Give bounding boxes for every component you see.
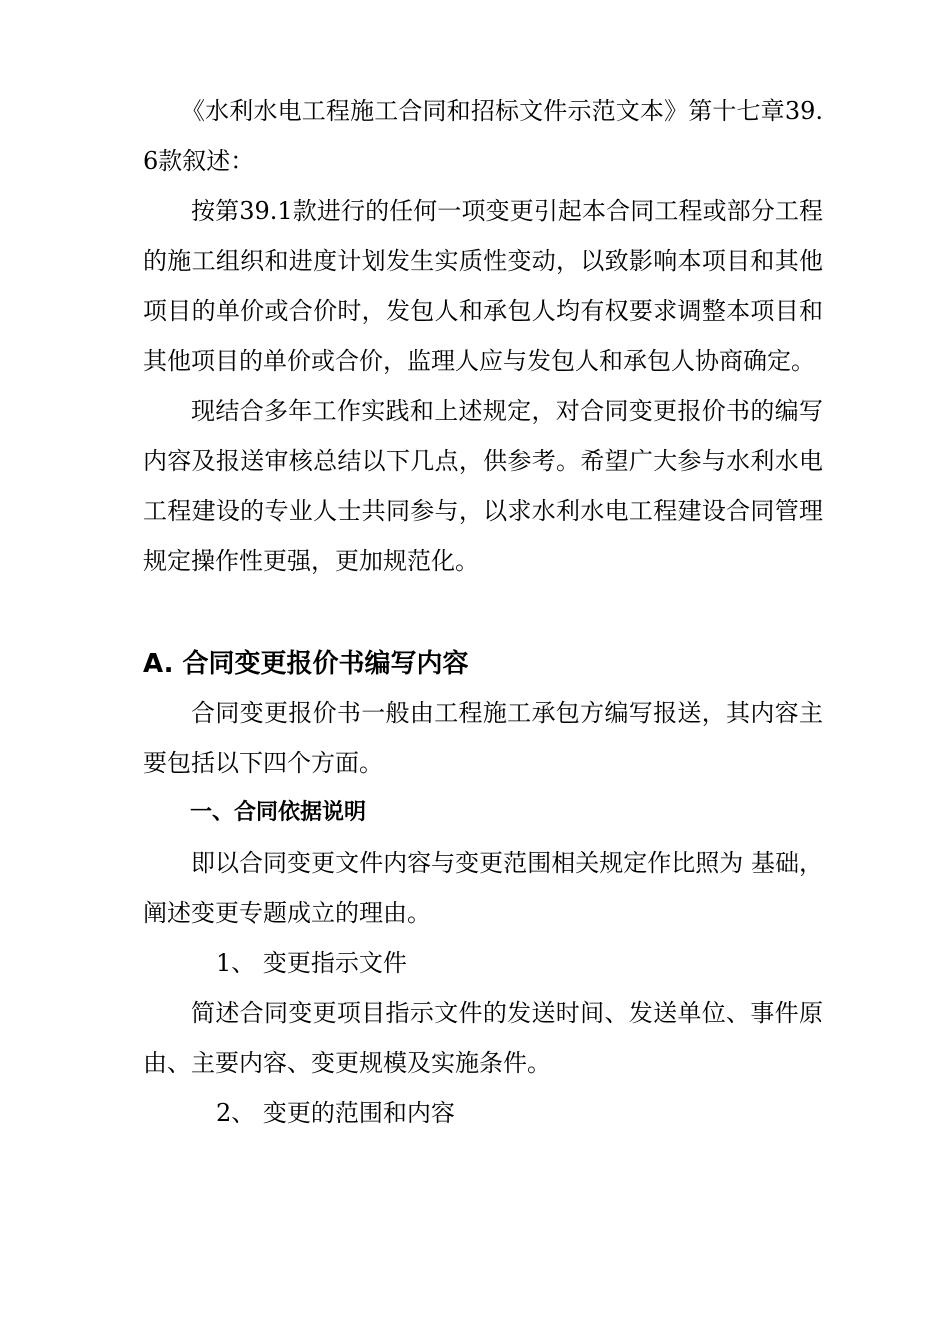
section-a-intro-paragraph: 合同变更报价书一般由工程施工承包方编写报送，其内容主要包括以下四个方面。 (143, 699, 823, 777)
part-1-heading: 一、合同依据说明 (190, 800, 367, 825)
intro-clause-paragraph: 按第39.1款进行的任何一项变更引起本合同工程或部分工程的施工组织和进度计划发生实质性变动，以致影响本项目和其他项目的单价或合价时，发包人和承包人均有权要求调整本项目和其他项目的单价或合价，监理人应与发包人和承包人协商确定。 (143, 197, 823, 375)
intro-purpose-paragraph: 现结合多年工作实践和上述规定，对合同变更报价书的编写内容及报送审核总结以下几点，供参考。希望广大参与水利水电工程建设的专业人士共同参与，以求水利水电工程建设合同管理规定操作性更强，更加规范化。 (143, 397, 823, 575)
item-2-heading: 2、 变更的范围和内容 (216, 1099, 455, 1127)
document-body (143, 86, 823, 1138)
item-1-heading: 1、 变更指示文件 (216, 949, 407, 977)
part-1-paragraph: 即以合同变更文件内容与变更范围相关规定作比照为 基础，阐述变更专题成立的理由。 (143, 849, 823, 927)
item-1-paragraph: 简述合同变更项目指示文件的发送时间、发送单位、事件原由、主要内容、变更规模及实施条件。 (143, 999, 823, 1077)
section-a-heading: A. 合同变更报价书编写内容 (143, 649, 469, 679)
intro-quote-paragraph: 《水利水电工程施工合同和招标文件示范文本》第十七章39.6款叙述： (143, 97, 823, 175)
